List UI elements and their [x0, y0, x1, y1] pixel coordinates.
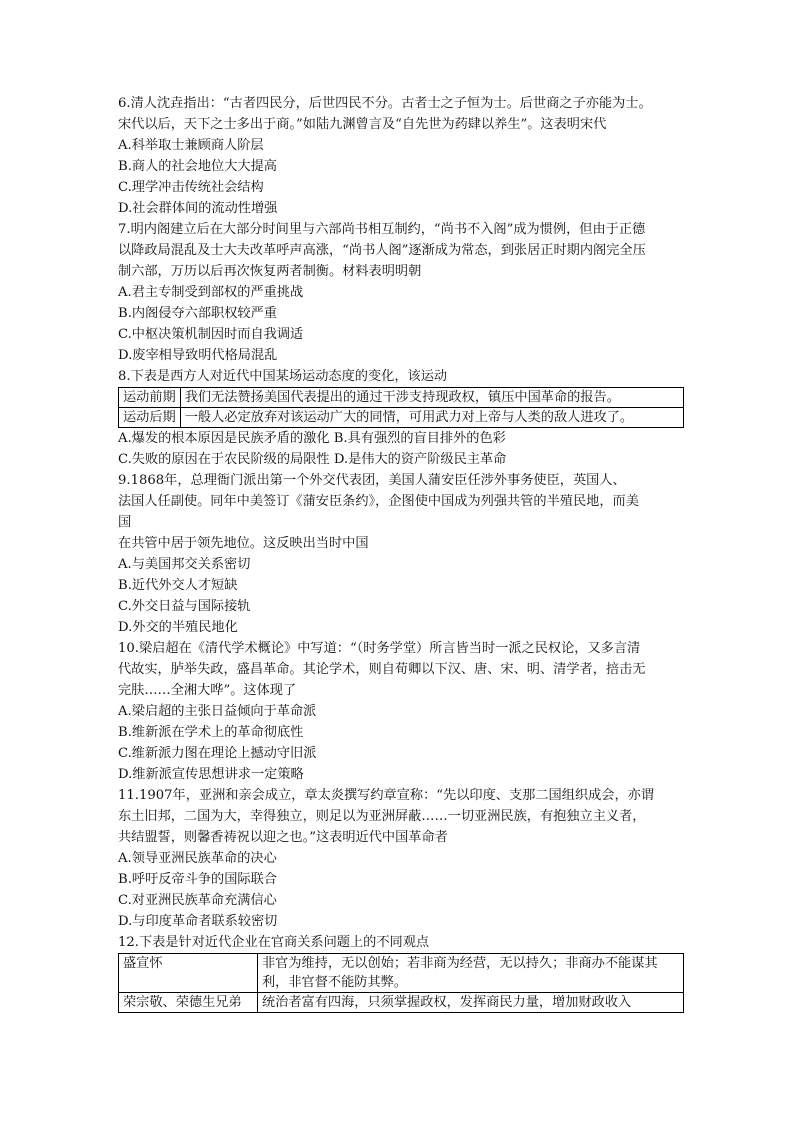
question-stem-line: 国: [118, 515, 132, 530]
question-stem-line: 宋代以后，天下之士多出于商。”如陆九渊曾言及“自先世为药肆以养生”。这表明宋代: [118, 117, 607, 132]
question-stem-line: 完肤……全湘大哗”。这体现了: [118, 683, 297, 698]
table-row: [119, 993, 684, 1013]
option-a: A.科举取士兼顾商人阶层: [118, 138, 264, 153]
option-d: D.维新派宣传思想讲求一定策略: [118, 767, 304, 782]
option-d: D.外交的半殖民地化: [118, 620, 238, 635]
question-stem-line: 10.梁启超在《清代学术概论》中写道：“（时务学堂）所言皆当时一派之民权论，又多言清: [118, 641, 641, 656]
question-7: [118, 219, 684, 366]
question-stem-line: 12.下表是针对近代企业在官商关系问题上的不同观点: [118, 935, 430, 950]
question-stem-line: 9.1868年，总理衙门派出第一个外交代表团，美国人蒲安臣任涉外事务使臣，英国人、: [118, 473, 626, 488]
table-cell-key: 运动前期: [119, 388, 181, 408]
table-cell-value: 一般人必定放弃对该运动广大的同情，可用武力对上帝与人类的敌人进攻了。: [180, 408, 683, 428]
table-row: [119, 388, 684, 408]
table-cell-value: 统治者富有四海，只须掌握政权，发挥商民力量，增加财政收入: [258, 993, 684, 1013]
option-c: C.中枢决策机制因时而自我调适: [118, 327, 304, 342]
question-stem-line: 在共管中居于领先地位。这反映出当时中国: [118, 536, 369, 551]
option-b: B.维新派在学术上的革命彻底性: [118, 725, 304, 740]
option-b: B.呼吁反帝斗争的国际联合: [118, 872, 277, 887]
exam-page: [118, 93, 684, 1013]
attitude-table: [118, 387, 684, 428]
options-ab: A.爆发的根本原因是民族矛盾的激化 B.具有强烈的盲目排外的色彩: [118, 431, 506, 446]
option-b: B.近代外交人才短缺: [118, 578, 238, 593]
question-11: [118, 785, 684, 932]
options-cd: C.失败的原因在于农民阶级的局限性 D.是伟大的资产阶级民主革命: [118, 452, 507, 467]
table-cell-value: 非官为维持，无以创始；若非商为经营，无以持久；非商办不能谋其利，非官督不能防其弊。: [258, 954, 684, 993]
option-a: A.与美国邦交关系密切: [118, 557, 251, 572]
table-cell-key: 盛宣怀: [119, 954, 258, 993]
table-row: [119, 954, 684, 993]
question-stem-line: 制六部，万历以后再次恢复两者制衡。材料表明明朝: [118, 264, 422, 279]
question-stem-line: 7.明内阁建立后在大部分时间里与六部尚书相互制约，“尚书不入阁”成为惯例，但由于正德: [118, 222, 646, 237]
option-c: C.理学冲击传统社会结构: [118, 180, 264, 195]
table-cell-key: 运动后期: [119, 408, 181, 428]
option-a: A.梁启超的主张日益倾向于革命派: [118, 704, 317, 719]
option-c: C.外交日益与国际接轨: [118, 599, 251, 614]
question-stem-line: 东土旧邦，二国为大，幸得独立，则足以为亚洲屏蔽……一切亚洲民族，有抱独立主义者，: [118, 809, 646, 824]
question-stem-line: 以降政局混乱及士大夫改革呼声高涨，“尚书人阁”逐渐成为常态，到张居正时期内阁完全压: [118, 243, 646, 258]
option-d: D.与印度革命者联系较密切: [118, 914, 278, 929]
option-b: B.商人的社会地位大大提高: [118, 159, 277, 174]
option-a: A.领导亚洲民族革命的决心: [118, 851, 277, 866]
option-c: C.维新派力图在理论上撼动守旧派: [118, 746, 317, 761]
viewpoints-table: [118, 953, 684, 1013]
question-stem-line: 法国人任副使。同年中美签订《蒲安臣条约》，企图使中国成为列强共管的半殖民地，而美: [118, 494, 639, 509]
option-a: A.君主专制受到部权的严重挑战: [118, 285, 304, 300]
table-row: [119, 408, 684, 428]
question-6: [118, 93, 684, 219]
question-stem-line: 8.下表是西方人对近代中国某场运动态度的变化，该运动: [118, 369, 448, 384]
question-12: [118, 932, 684, 1013]
question-10: [118, 638, 684, 785]
option-b: B.内阁侵夺六部职权较严重: [118, 306, 277, 321]
question-stem-line: 11.1907年，亚洲和亲会成立，章太炎撰写约章宣称：“先以印度、支那二国组织成会，亦谓: [118, 788, 655, 803]
question-8: [118, 366, 684, 470]
table-cell-key: 荣宗敬、荣德生兄弟: [119, 993, 258, 1013]
option-d: D.废宰相导致明代格局混乱: [118, 348, 278, 363]
question-stem-line: 代故实，胪举失政，盛昌革命。其论学术，则自荀卿以下汉、唐、宋、明、清学者，掊击无: [118, 662, 646, 677]
table-cell-value: 我们无法赞扬美国代表提出的通过干涉支持现政权，镇压中国革命的报告。: [180, 388, 683, 408]
question-9: [118, 470, 684, 638]
question-stem-line: 共结盟誓，则馨香祷祝以迎之也。”这表明近代中国革命者: [118, 830, 448, 845]
option-c: C.对亚洲民族革命充满信心: [118, 893, 277, 908]
question-stem-line: 6.清人沈垚指出：“古者四民分，后世四民不分。古者士之子恒为士。后世商之子亦能为士。: [118, 96, 652, 111]
option-d: D.社会群体间的流动性增强: [118, 201, 278, 216]
